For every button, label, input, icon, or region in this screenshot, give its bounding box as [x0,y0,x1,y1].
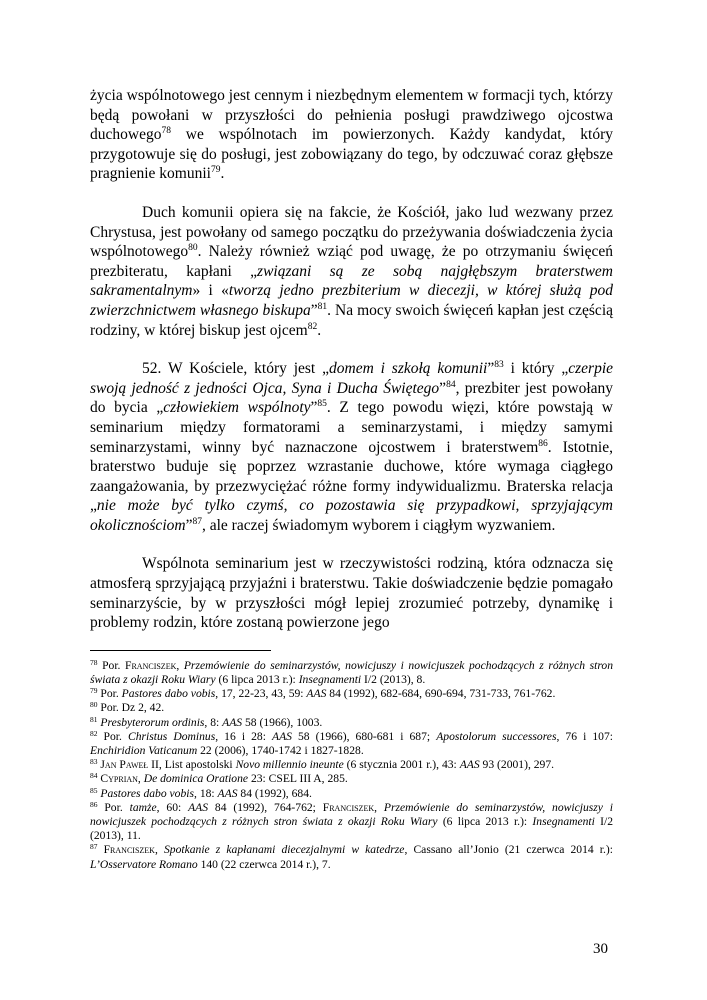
italic-text: AAS [217,786,238,800]
footnote [90,843,613,871]
text-run: ” [310,301,318,319]
italic-text: Presbyterorum ordinis [100,715,205,729]
footnote-ref: 78 [161,126,171,137]
italic-text: Apostolorum successores [436,729,557,743]
text-run: , 17, 22-23, 43, 59: [215,687,307,701]
text-run: 140 (22 czerwca 2014 r.), 7. [197,857,331,871]
page-number: 30 [593,941,608,957]
italic-text: domem i szkołą komunii [329,360,488,378]
author-name: Franciszek [103,843,155,857]
footnote-ref: 86 [538,438,548,449]
italic-text: Przemówienie do seminarzystów, nowicjuszy i nowicjuszek pochodzących z różnych stron świata z okazji Roku Wiary [90,658,614,687]
footnote-ref: 79 [90,686,98,696]
text-run: Por. Dz 2, 42. [97,701,165,715]
footnote-ref: 85 [90,785,98,795]
text-run: 52. W Kościele, który jest „ [142,360,329,378]
italic-text: nie może być tylko czymś, co pozostawia się przypadkowi, sprzyjającym okolicznościom [90,497,613,534]
footnote [90,687,613,701]
text-run: Wspólnota seminarium jest w rzeczywistości rodziną, która odznacza się atmosferą sprzyjającą przyjaźni i braterstwu. Takie doświadczenie będzie pomagało seminarzyście, by w przyszłości mógł lepiej zrozumieć potrzeby, dynamikę i problemy rodzin, które zostaną powierzone jego [90,555,613,632]
footnote [90,801,613,844]
italic-text: Insegnamenti [298,673,362,687]
italic-text: AAS [222,715,243,729]
footnote-ref: 81 [317,301,328,312]
footnote-ref: 86 [90,799,98,809]
text-run: 84 (1992), 684. [237,786,312,800]
text-run: i który „ [503,360,569,378]
italic-text: związani są ze sobą najgłębszym braterstwem sakramentalnym [90,262,613,300]
footnote-ref: 81 [90,714,98,724]
italic-text: Enchiridion Vaticanum [90,744,198,758]
text-run: , 76 i 107: [556,729,613,743]
text-run: , Cassano all’Jonio (21 czerwca 2014 r.): [404,843,614,857]
footnote [90,701,613,715]
footnote-ref: 82 [90,728,98,738]
text-run: ” [310,399,318,417]
italic-text: człowiekiem wspólnoty [163,399,311,417]
text-run: . Na mocy swoich święceń kapłan jest częścią rodziny, w której biskup jest ojcem [90,301,614,339]
text-run: (6 lipca 2013 r.): [215,673,299,687]
footnote-ref: 87 [90,842,98,852]
italic-text: AAS [306,687,327,701]
italic-text: AAS [459,758,480,772]
text-run: (6 lipca 2013 r.): [437,815,533,829]
footnote-ref: 79 [210,165,221,176]
footnote-ref: 80 [90,700,98,710]
footnote-ref: 83 [90,757,98,767]
text-run: ” [185,516,193,534]
italic-text: tamże [129,800,157,814]
footnote-ref: 78 [90,657,98,667]
footnote-ref: 84 [446,379,456,390]
text-run: . Z tego powodu więzi, które powstają w seminarium między formatorami a seminarzystami, i między samymi seminarzystami, winny być naznaczone ojcostwem i braterstwem [90,399,613,456]
text-run: , [154,843,164,857]
italic-text: czerpie swoją jedność z jedności Ojca, Syna i Ducha Świętego [90,360,614,397]
text-run: 58 (1966), 1003. [242,715,323,729]
text-run: 22 (2006), 1740-1742 i 1827-1828. [197,744,364,758]
text-run: . Istotnie, braterstwo buduje się poprzez wzrastanie duchowe, które wymaga ciągłego zaangażowania, by przezwyciężać różne formy indywidualizmu. Braterska relacja „ [90,438,613,515]
author-name: Franciszek [322,800,375,814]
footnote-ref: 80 [188,243,198,254]
footnote-ref: 82 [307,321,318,332]
paragraph [90,554,613,632]
text-run: Por. [97,658,126,672]
text-run: 84 (1992), 764-762; [208,800,323,814]
paragraph-52 [90,359,613,535]
italic-text: tworzą jedno prezbiterium w diecezji, w której służą pod zwierzchnictwem własnego biskupa [90,282,613,319]
footnote-ref: 87 [192,516,202,527]
text-run: , 18: [194,786,218,800]
text-run: 58 (1966), 680-681 i 687; [291,729,437,743]
text-run: I/2 (2013), 8. [361,673,426,687]
author-name: Cyprian [100,772,138,786]
page-content [90,86,613,872]
author-name: Jan Paweł [100,758,149,772]
footnote-separator [90,650,271,651]
footnote-ref: 84 [90,771,98,781]
footnote-ref: 85 [317,399,327,410]
author-name: Franciszek [125,658,177,672]
text-run: . [317,321,322,339]
footnote [90,758,613,772]
text-run: Por. [97,729,128,743]
italic-text: L’Osservatore Romano [90,857,198,871]
footnote [90,659,613,687]
italic-text: Pastores dabo vobis [100,786,195,800]
text-run: Duch komunii opiera się na fakcie, że Kościół, jako lud wezwany przez Chrystusa, jest powołany od samego początku do przeżywania doświadczenia życia wspólnotowego [90,203,613,261]
text-run: życia wspólnotowego jest cennym i niezbędnym elementem w formacji tych, którzy będą powołani w przyszłości do pełnienia posługi prawdziwego ojcostwa duchowego [90,87,613,144]
paragraph [90,86,613,184]
italic-text: AAS [188,800,209,814]
italic-text: Pastores dabo vobis [121,687,216,701]
footnote-ref: 83 [494,360,504,371]
italic-text: Novo millennio ineunte [235,758,344,772]
text-run: II, List apostolski [148,758,236,772]
text-run: , [374,800,384,814]
text-run: I/2 (2013), 11. [90,815,614,843]
italic-text: De dominica Oratione [143,772,249,786]
text-run: we wspólnotach im powierzonych. Każdy kandydat, który przygotowuje się do posługi, jest zobowiązany do tego, by odczuwać coraz głębsze pragnienie komunii [90,126,613,183]
text-run: 23: CSEL III A, 285. [248,772,348,786]
text-run: . Należy również wziąć pod uwagę, że po otrzymaniu święceń prezbiteratu, kapłani „ [90,243,613,280]
footnotes [90,659,613,872]
paragraph [90,203,613,340]
text-run: , 16 i 28: [215,729,272,743]
italic-text: AAS [271,729,292,743]
text-run: 84 (1992), 682-684, 690-694, 731-733, 761-762. [326,687,556,701]
text-run: , 8: [204,715,223,729]
text-run: (6 stycznia 2001 r.), 43: [343,758,460,772]
text-run: ” [439,379,447,397]
text-run: » i « [192,282,229,300]
italic-text: Christus Dominus [127,729,216,743]
footnote [90,730,613,758]
italic-text: Insegnamenti [532,815,595,829]
footnote [90,772,613,786]
text-run: Por. [97,800,130,814]
footnote [90,787,613,801]
footnote [90,716,613,730]
text-run: 93 (2001), 297. [479,758,555,772]
text-run: , [137,772,144,786]
text-run: Por. [97,687,122,701]
italic-text: Spotkanie z kapłanami diecezjalnymi w katedrze [163,843,405,857]
text-run: , 60: [156,800,189,814]
text-run: , [176,658,184,672]
italic-text: Przemówienie do seminarzystów, nowicjuszy i nowicjuszek pochodzących z różnych stron świata z okazji Roku Wiary [90,800,614,829]
text-run: , prezbiter jest powołany do bycia „ [90,379,614,417]
text-run: ” [487,360,495,378]
text-run: . [220,165,225,183]
text-run: , ale raczej świadomym wyborem i ciągłym wyzwaniem. [201,516,556,534]
